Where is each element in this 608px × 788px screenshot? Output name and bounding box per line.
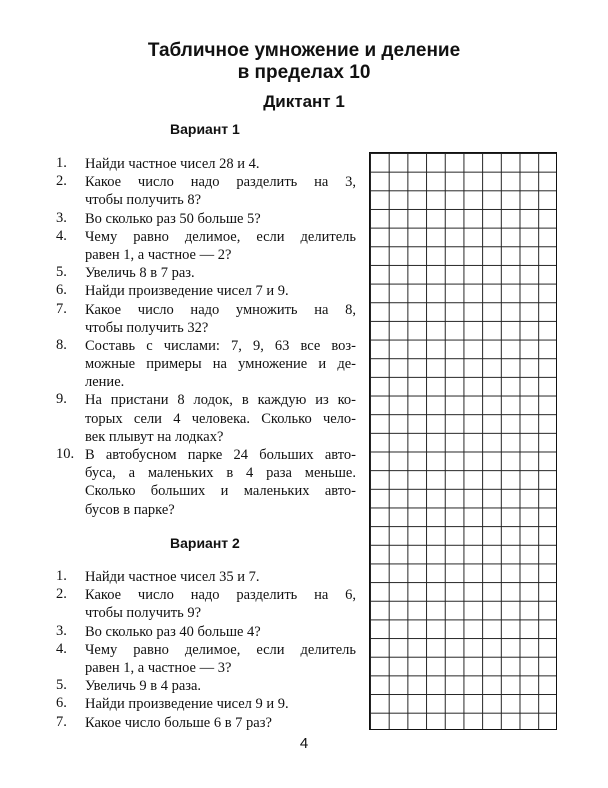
task-text-line: можные примеры на умножение и де- bbox=[85, 356, 356, 373]
variant2-heading: Вариант 2 bbox=[170, 535, 240, 551]
task-number: 6. bbox=[56, 695, 67, 712]
task-item bbox=[56, 264, 356, 282]
task-text-line: чтобы получить 8? bbox=[85, 192, 202, 209]
task-number: 7. bbox=[56, 300, 67, 317]
answer-grid[interactable] bbox=[369, 152, 557, 730]
task-item bbox=[56, 446, 356, 519]
task-number: 1. bbox=[56, 568, 67, 584]
task-text-line: равен 1, а частное — 2? bbox=[85, 246, 232, 263]
task-text-line: Во сколько раз 50 больше 5? bbox=[85, 210, 261, 227]
variant1-heading: Вариант 1 bbox=[170, 121, 240, 137]
variant1-task-list bbox=[56, 155, 356, 519]
task-text-line: Какое число надо разделить на 6, bbox=[85, 587, 356, 604]
task-text-line: равен 1, а частное — 3? bbox=[85, 659, 232, 676]
task-number: 7. bbox=[56, 713, 67, 730]
task-item bbox=[56, 568, 356, 586]
task-text-line: Чему равно делимое, если делитель bbox=[85, 228, 356, 245]
task-text-line: Какое число надо разделить на 3, bbox=[85, 174, 356, 191]
task-number: 2. bbox=[56, 586, 67, 603]
page-title-line1: Табличное умножение и деление bbox=[147, 40, 461, 61]
task-number: 4. bbox=[56, 640, 67, 657]
task-item bbox=[56, 586, 356, 622]
task-item bbox=[56, 641, 356, 677]
task-text-line: Какое число надо умножить на 8, bbox=[85, 301, 356, 318]
task-item bbox=[56, 391, 356, 446]
task-text-line: Чему равно делимое, если делитель bbox=[85, 641, 356, 658]
task-text-line: век плывут на лодках? bbox=[85, 428, 224, 445]
task-text-line: На пристани 8 лодок, в каждую из ко- bbox=[85, 392, 356, 409]
dictation-heading: Диктант 1 bbox=[263, 92, 345, 111]
task-item bbox=[56, 210, 356, 228]
task-text-line: В автобусном парке 24 больших авто- bbox=[85, 447, 356, 463]
task-text-line: ление. bbox=[85, 374, 125, 391]
task-number: 1. bbox=[56, 155, 67, 171]
task-text-line: Сколько больших и маленьких авто- bbox=[85, 483, 356, 500]
task-item bbox=[56, 228, 356, 264]
task-text-line: торых сели 4 человека. Сколько чело- bbox=[85, 410, 356, 427]
task-number: 9. bbox=[56, 391, 67, 408]
task-number: 6. bbox=[56, 282, 67, 299]
task-number: 3. bbox=[56, 209, 67, 226]
task-text-line: Увеличь 9 в 4 раза. bbox=[85, 678, 202, 695]
task-text-line: буса, а маленьких в 4 раза меньше. bbox=[85, 465, 356, 482]
page-title-line2: в пределах 10 bbox=[237, 62, 371, 83]
task-number: 5. bbox=[56, 264, 67, 281]
task-item bbox=[56, 301, 356, 337]
task-item bbox=[56, 282, 356, 300]
task-text-line: Найди частное чисел 35 и 7. bbox=[85, 569, 260, 585]
task-number: 10. bbox=[56, 446, 75, 462]
task-item bbox=[56, 155, 356, 173]
task-number: 5. bbox=[56, 677, 67, 694]
task-text-line: Найди частное чисел 28 и 4. bbox=[85, 156, 260, 172]
task-text-line: Найди произведение чисел 7 и 9. bbox=[85, 283, 289, 300]
task-text-line: Какое число больше 6 в 7 раз? bbox=[85, 714, 272, 731]
task-text-line: бусов в парке? bbox=[85, 501, 175, 518]
task-text-line: Во сколько раз 40 больше 4? bbox=[85, 623, 261, 640]
task-item bbox=[56, 173, 356, 209]
task-item bbox=[56, 337, 356, 392]
task-item bbox=[56, 677, 356, 695]
task-text-line: чтобы получить 32? bbox=[85, 319, 209, 336]
task-number: 3. bbox=[56, 622, 67, 639]
task-item bbox=[56, 714, 356, 732]
page-number: 4 bbox=[299, 735, 309, 752]
task-text-line: Составь с числами: 7, 9, 63 все воз- bbox=[85, 337, 356, 354]
task-number: 2. bbox=[56, 173, 67, 190]
variant2-task-list bbox=[56, 568, 356, 732]
task-number: 4. bbox=[56, 227, 67, 244]
task-text-line: чтобы получить 9? bbox=[85, 605, 202, 622]
task-number: 8. bbox=[56, 336, 67, 353]
task-item bbox=[56, 695, 356, 713]
task-item bbox=[56, 623, 356, 641]
task-text-line: Найди произведение чисел 9 и 9. bbox=[85, 696, 289, 713]
task-text-line: Увеличь 8 в 7 раз. bbox=[85, 265, 195, 282]
